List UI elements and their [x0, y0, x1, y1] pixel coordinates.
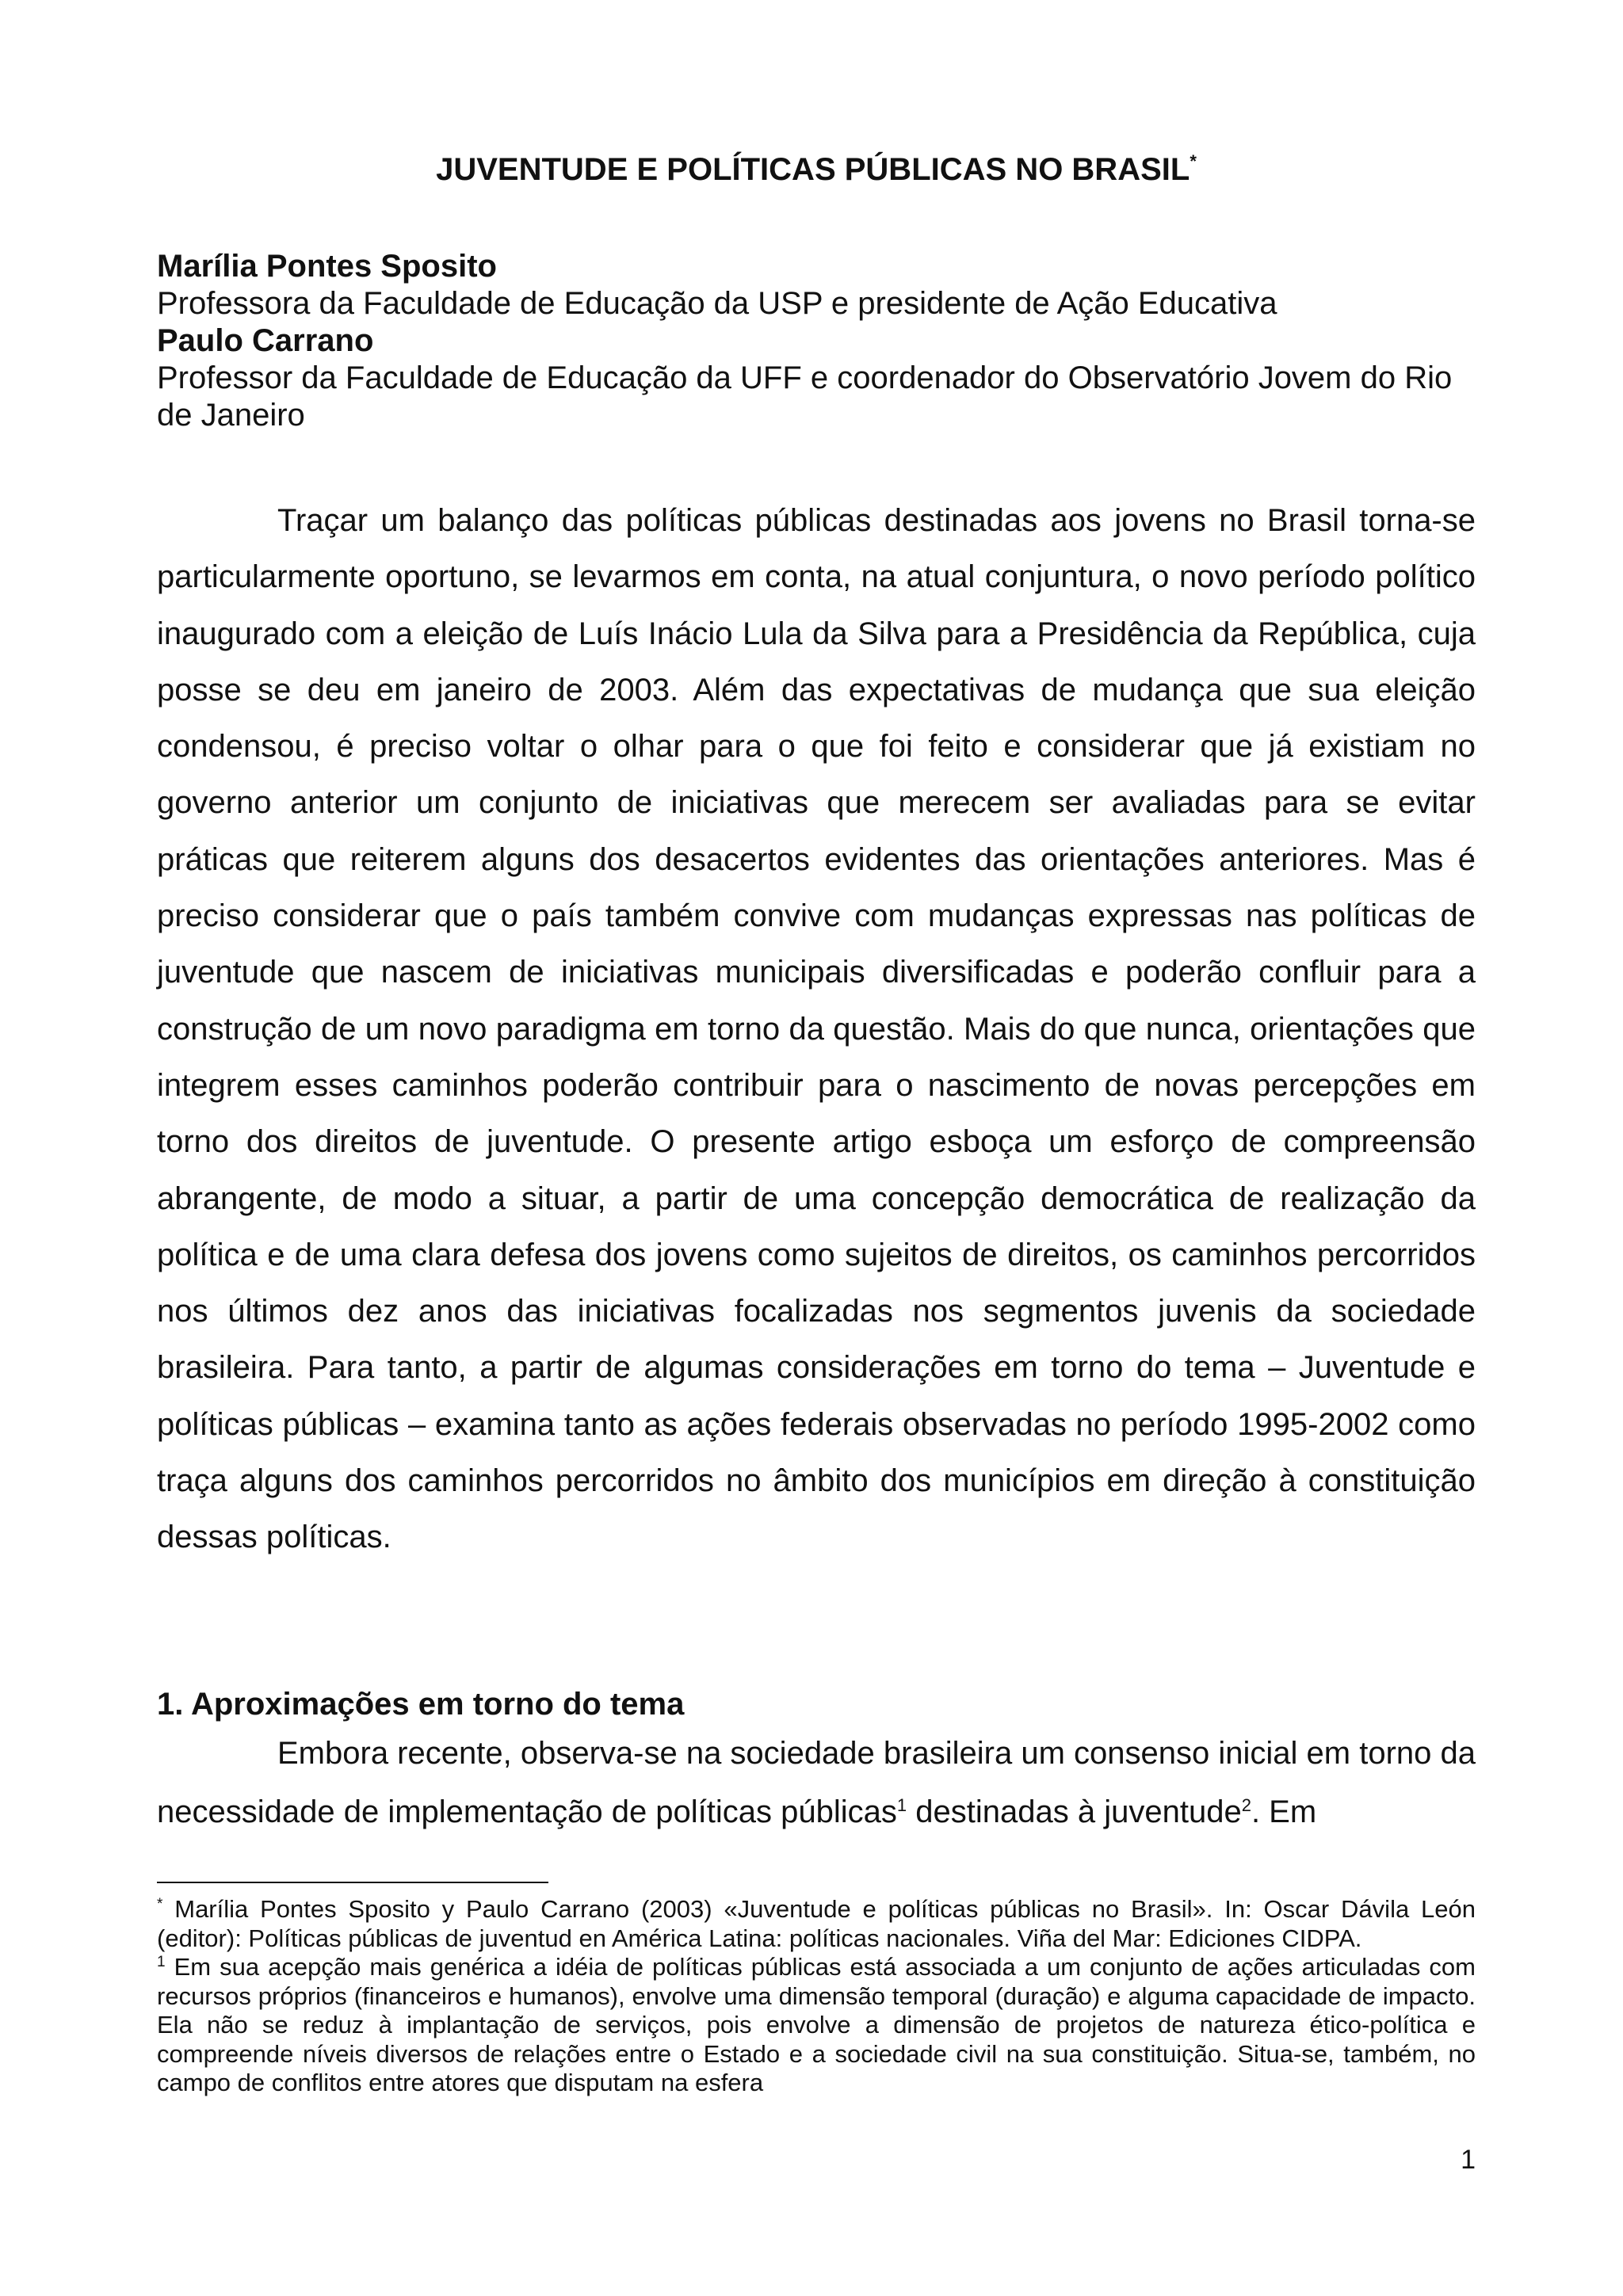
footnote-1-text: Em sua acepção mais genérica a idéia de políticas públicas está associada a um conjunto de ações articuladas com recursos próprios (financeiros e humanos), envolve uma dimensão temporal (duração) e alguma capacidade de impacto. Ela não se reduz à implantação de serviços, pois envolve a dimensão de projetos de natureza ético-política e compreende níveis diversos de relações entre o Estado e a sociedade civil na sua constituição. Situa-se, também, no campo de conflitos entre atores que disputam na esfera [157, 1953, 1476, 2096]
section-1-text-part1: Embora recente, observa-se na sociedade brasileira um consenso inicial em torno da necessidade de implementação de políticas públicas [157, 1736, 1476, 1829]
section-1 [157, 1684, 1476, 1841]
footnote-ref-1: 1 [896, 1795, 907, 1815]
footnote-star-text: Marília Pontes Sposito y Paulo Carrano (2003) «Juventude e políticas públicas no Brasil». In: Oscar Dávila León (editor): Políticas públicas de juventud en América Latina: políticas nacionales. Viña del Mar: Ediciones CIDPA. [157, 1895, 1476, 1952]
document-title [157, 151, 1476, 189]
section-1-heading: 1. Aproximações em torno do tema [157, 1687, 685, 1722]
author-affiliation-1: Professora da Faculdade de Educação da USP e presidente de Ação Educativa [157, 286, 1277, 321]
footnote-star [157, 1895, 1476, 1953]
section-1-text-part2: destinadas à juventude [907, 1794, 1242, 1829]
intro-section [157, 493, 1476, 1566]
footnote-star-marker: * [157, 1896, 163, 1913]
document-title-text: JUVENTUDE E POLÍTICAS PÚBLICAS NO BRASIL [436, 152, 1190, 187]
footnote-1-marker: 1 [157, 1954, 166, 1970]
author-name-2: Paulo Carrano [157, 323, 374, 358]
title-footnote-marker: * [1190, 151, 1197, 171]
author-block [157, 248, 1476, 434]
section-1-paragraph [157, 1724, 1476, 1841]
footnote-divider [157, 1882, 548, 1883]
footnote-1 [157, 1953, 1476, 2098]
footnotes [157, 1895, 1476, 2098]
page-number: 1 [1461, 2145, 1476, 2175]
author-affiliation-2: Professor da Faculdade de Educação da UFF e coordenador do Observatório Jovem do Rio de Janeiro [157, 360, 1453, 433]
section-1-text-part3: . Em [1251, 1794, 1317, 1829]
footnote-ref-2: 2 [1241, 1795, 1251, 1815]
author-name-1: Marília Pontes Sposito [157, 249, 497, 284]
intro-paragraph: Traçar um balanço das políticas públicas destinadas aos jovens no Brasil torna-se particularmente oportuno, se levarmos em conta, na atual conjuntura, o novo período político inaugurado com a eleição de Luís Inácio Lula da Silva para a Presidência da República, cuja posse se deu em janeiro de 2003. Além das expectativas de mudança que sua eleição condensou, é preciso voltar o olhar para o que foi feito e considerar que já existiam no governo anterior um conjunto de iniciativas que merecem ser avaliadas para se evitar práticas que reiterem alguns dos desacertos evidentes das orientações anteriores. Mas é preciso considerar que o país também convive com mudanças expressas nas políticas de juventude que nascem de iniciativas municipais diversificadas e poderão confluir para a construção de um novo paradigma em torno da questão. Mais do que nunca, orientações que integrem esses caminhos poderão contribuir para o nascimento de novas percepções em torno dos direitos de juventude. O presente artigo esboça um esforço de compreensão abrangente, de modo a situar, a partir de uma concepção democrática de realização da política e de uma clara defesa dos jovens como sujeitos de direitos, os caminhos percorridos nos últimos dez anos das iniciativas focalizadas nos segmentos juvenis da sociedade brasileira. Para tanto, a partir de algumas considerações em torno do tema – Juventude e políticas públicas – examina tanto as ações federais observadas no período 1995-2002 como traça alguns dos caminhos percorridos no âmbito dos municípios em direção à constituição dessas políticas. [157, 503, 1476, 1555]
